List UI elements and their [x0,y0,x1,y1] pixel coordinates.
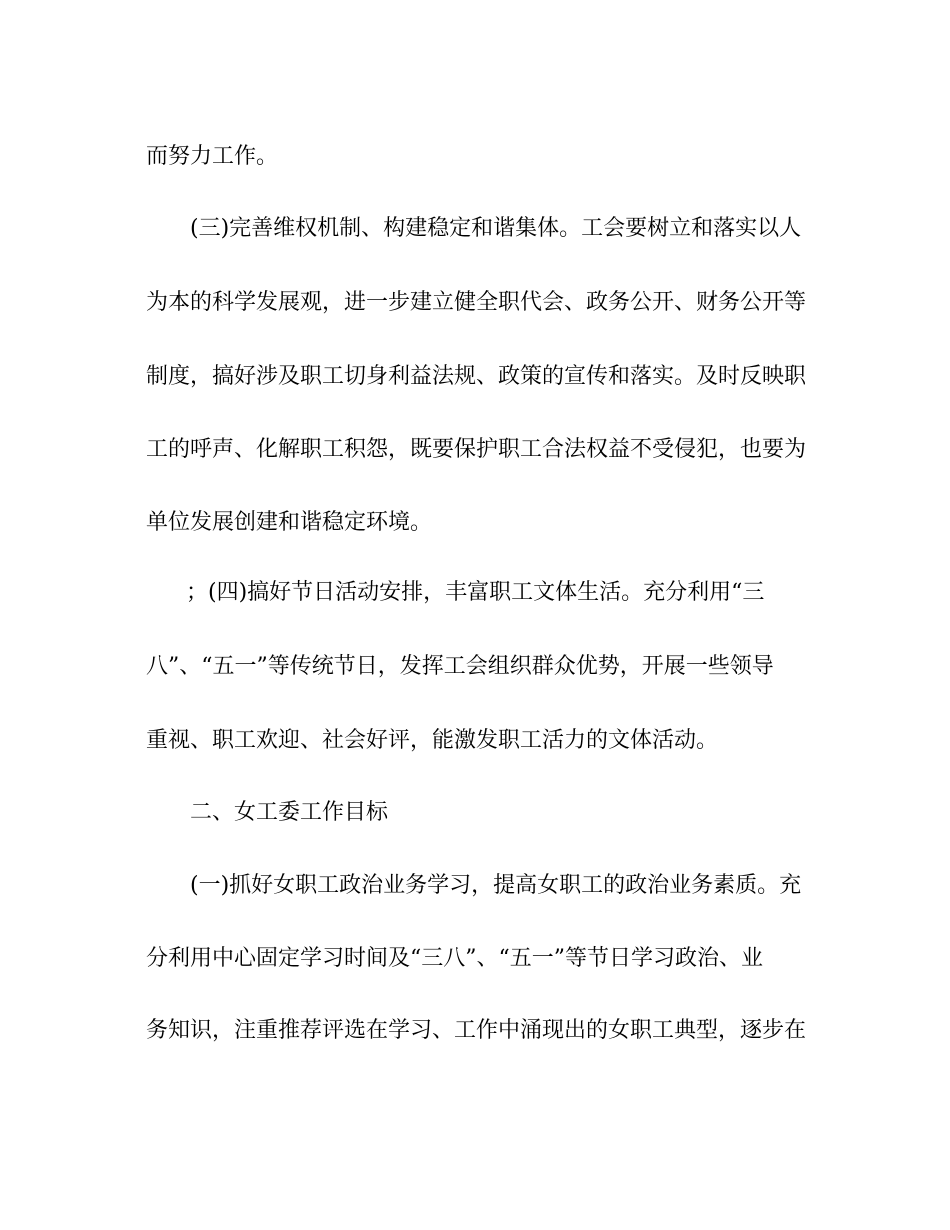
paragraph-heading-1: (一)抓好女职工政治业务学习，提高女职工的政治业务素质。充 [190,873,802,898]
section-heading-2: 二、女工委工作目标 [190,800,389,825]
text-line: 八”、“五一”等传统节日，发挥工会组织群众优势，开展一些领导 [146,654,774,679]
text-line: 务知识，注重推荐评选在学习、工作中涌现出的女职工典型，逐步在 [146,1018,807,1043]
text-line: 重视、职工欢迎、社会好评，能激发职工活力的文体活动。 [146,728,719,753]
paragraph-heading-4: ；(四)搞好节日活动安排，丰富职工文体生活。充分利用“三 [186,580,765,605]
text-line: 工的呼声、化解职工积怨，既要保护职工合法权益不受侵犯，也要为 [146,437,807,462]
paragraph-heading-3: (三)完善维权机制、构建稳定和谐集体。工会要树立和落实以人 [190,216,802,241]
text-line: 而努力工作。 [146,144,279,169]
text-line: 单位发展创建和谐稳定环境。 [146,510,433,535]
text-line: 分利用中心固定学习时间及“三八”、“五一”等节日学习政治、业 [146,946,763,971]
text-line: 制度，搞好涉及职工切身利益法规、政策的宣传和落实。及时反映职 [146,364,807,389]
text-line: 为本的科学发展观，进一步建立健全职代会、政务公开、财务公开等 [146,290,807,315]
